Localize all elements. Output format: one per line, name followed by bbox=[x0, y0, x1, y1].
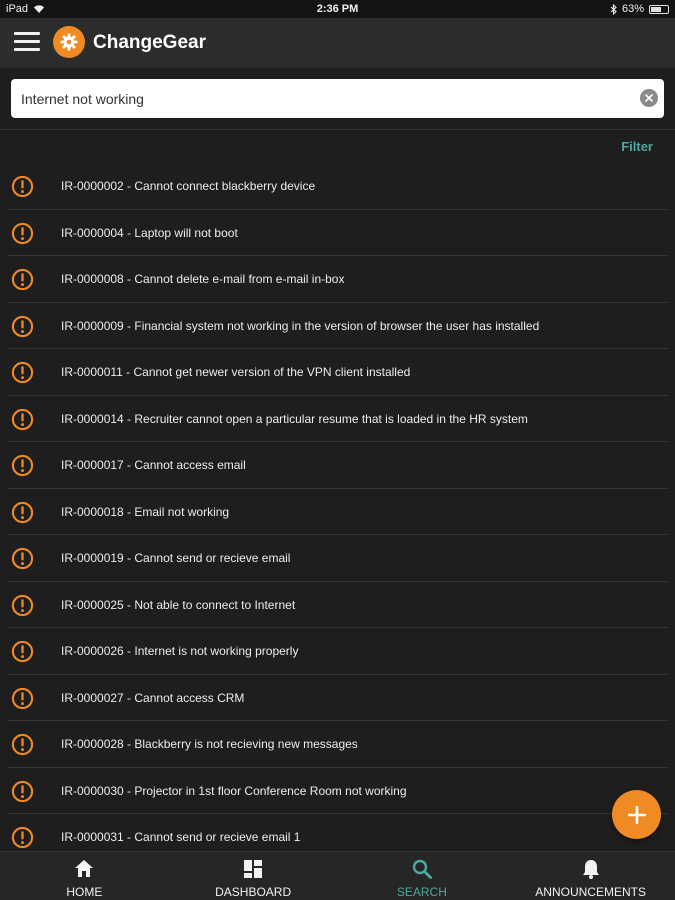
battery-icon bbox=[649, 5, 669, 14]
list-item[interactable] bbox=[0, 535, 675, 582]
list-item-label: IR-0000011 - Cannot get newer version of the VPN client installed bbox=[61, 365, 411, 379]
alert-icon bbox=[11, 501, 34, 524]
tab-label: HOME bbox=[66, 885, 103, 899]
plus-icon bbox=[628, 806, 646, 824]
list-item-label: IR-0000028 - Blackberry is not recieving new messages bbox=[61, 737, 358, 751]
search-box bbox=[11, 79, 664, 118]
alert-icon bbox=[11, 408, 34, 431]
list-item[interactable] bbox=[0, 628, 675, 675]
alert-icon bbox=[11, 826, 34, 849]
list-item-label: IR-0000030 - Projector in 1st floor Conference Room not working bbox=[61, 783, 407, 798]
list-item[interactable] bbox=[0, 256, 675, 303]
alert-icon bbox=[11, 315, 34, 338]
tab-home[interactable] bbox=[0, 852, 169, 900]
list-item-label: IR-0000027 - Cannot access CRM bbox=[61, 690, 245, 705]
alert-icon bbox=[11, 640, 34, 663]
list-item[interactable] bbox=[0, 303, 675, 350]
filter-button[interactable]: Filter bbox=[621, 139, 653, 154]
list-item[interactable] bbox=[0, 396, 675, 443]
list-item-label: IR-0000002 - Cannot connect blackberry device bbox=[61, 179, 316, 193]
list-item[interactable] bbox=[0, 163, 675, 210]
add-button[interactable] bbox=[612, 790, 661, 839]
list-item[interactable] bbox=[0, 349, 675, 396]
app-title: ChangeGear bbox=[93, 32, 206, 53]
alert-icon bbox=[11, 361, 34, 384]
list-item-label: IR-0000025 - Not able to connect to Internet bbox=[61, 597, 296, 612]
alert-icon bbox=[11, 780, 34, 803]
tab-label: DASHBOARD bbox=[215, 885, 292, 899]
tab-dashboard[interactable] bbox=[169, 852, 338, 900]
bottom-tab-bar bbox=[0, 851, 675, 900]
list-item-label: IR-0000017 - Cannot access email bbox=[61, 458, 246, 472]
app-bar bbox=[0, 18, 675, 68]
battery-percent: 63% bbox=[621, 3, 644, 15]
list-item-label: IR-0000019 - Cannot send or recieve email bbox=[61, 551, 291, 565]
clear-search-button[interactable] bbox=[640, 89, 658, 107]
home-icon bbox=[73, 858, 95, 880]
list-item[interactable] bbox=[0, 582, 675, 629]
list-item[interactable] bbox=[0, 721, 675, 768]
tab-label: ANNOUNCEMENTS bbox=[535, 885, 646, 899]
list-item-label: IR-0000008 - Cannot delete e-mail from e-mail in-box bbox=[61, 272, 345, 286]
divider bbox=[0, 129, 675, 130]
list-item[interactable] bbox=[0, 210, 675, 257]
bell-icon bbox=[580, 858, 602, 880]
search-icon bbox=[411, 858, 433, 880]
menu-button[interactable] bbox=[14, 32, 40, 54]
list-item[interactable] bbox=[0, 814, 675, 851]
alert-icon bbox=[11, 454, 34, 477]
changegear-logo-icon bbox=[53, 26, 85, 58]
dashboard-icon bbox=[242, 858, 264, 880]
list-item-label: IR-0000004 - Laptop will not boot bbox=[61, 225, 238, 240]
alert-icon bbox=[11, 594, 34, 617]
list-item-label: IR-0000009 - Financial system not working in the version of browser the user has installed bbox=[61, 318, 540, 333]
alert-icon bbox=[11, 222, 34, 245]
list-item[interactable] bbox=[0, 489, 675, 536]
alert-icon bbox=[11, 733, 34, 756]
list-item[interactable] bbox=[0, 675, 675, 722]
list-item-label: IR-0000031 - Cannot send or recieve email 1 bbox=[61, 830, 301, 844]
list-item-label: IR-0000026 - Internet is not working properly bbox=[61, 644, 299, 658]
search-input[interactable] bbox=[11, 79, 631, 118]
list-item[interactable] bbox=[0, 442, 675, 489]
tab-label: SEARCH bbox=[396, 885, 447, 899]
close-icon bbox=[645, 94, 653, 102]
list-item-label: IR-0000018 - Email not working bbox=[61, 504, 230, 519]
status-bar bbox=[0, 0, 675, 18]
status-time: 2:36 PM bbox=[316, 3, 359, 15]
alert-icon bbox=[11, 175, 34, 198]
results-list bbox=[0, 163, 675, 851]
list-item[interactable] bbox=[0, 768, 675, 815]
tab-search[interactable] bbox=[338, 852, 507, 900]
alert-icon bbox=[11, 268, 34, 291]
alert-icon bbox=[11, 547, 34, 570]
tab-announcements[interactable] bbox=[506, 852, 675, 900]
alert-icon bbox=[11, 687, 34, 710]
bluetooth-icon bbox=[610, 4, 617, 15]
device-name: iPad bbox=[6, 3, 29, 15]
list-item-label: IR-0000014 - Recruiter cannot open a particular resume that is loaded in the HR system bbox=[61, 411, 528, 426]
